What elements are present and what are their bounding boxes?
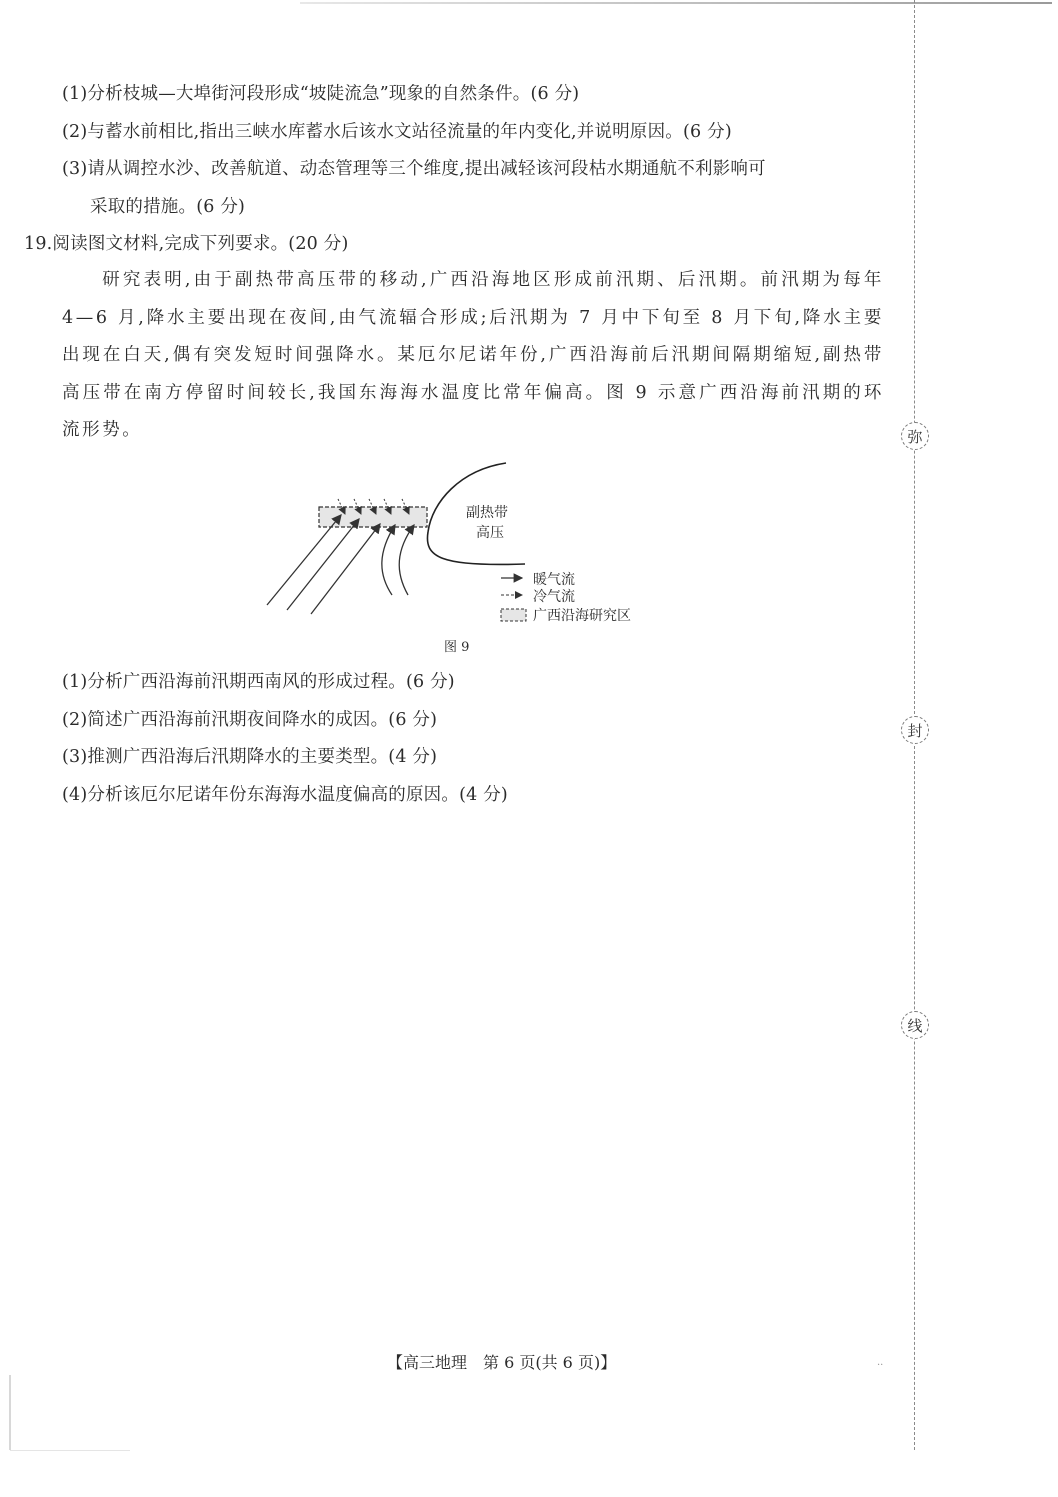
top-scan-edge (300, 2, 1052, 4)
q19-passage: 研究表明,由于副热带高压带的移动,广西沿海地区形成前汛期、后汛期。前汛期为每年 4—6 月,降水主要出现在夜间,由气流辐合形成;后汛期为 7 月中下旬至 8 月下旬,降水主要出现在白天,偶有突发短时间强降水。某厄尔尼诺年份,广西沿海前后汛期间隔期缩短,副热带高压带在南方停留时间较长,我国东海海水温度比常年偏高。图 9 示意广西沿海前汛期的环流形势。 (62, 270, 884, 440)
q19-sub-2: (2)简述广西沿海前汛期夜间降水的成因。(6 分) (62, 710, 438, 730)
q19-sub-1: (1)分析广西沿海前汛期西南风的形成过程。(6 分) (62, 672, 455, 692)
warm-flow-curved-arrow (399, 525, 414, 595)
prev-question-1: (1)分析枝城—大埠街河段形成“坡陡流急”现象的自然条件。(6 分) (62, 84, 580, 104)
seal-feng: 封 (901, 716, 929, 744)
study-area-box (319, 507, 427, 527)
seal-xian: 线 (901, 1011, 929, 1039)
circulation-diagram-svg (250, 452, 670, 662)
prev-question-2: (2)与蓄水前相比,指出三峡水库蓄水后该水文站径流量的年内变化,并说明原因。(6 分) (62, 122, 732, 142)
legend-cold-label: 冷气流 (533, 589, 575, 605)
scan-speck: ·· (877, 1360, 884, 1371)
q19-sub-3: (3)推测广西沿海后汛期降水的主要类型。(4 分) (62, 747, 438, 767)
warm-flow-curved-arrow (382, 525, 395, 595)
q19-title: 19.阅读图文材料,完成下列要求。(20 分) (24, 234, 349, 254)
legend-warm-label: 暖气流 (533, 572, 575, 588)
high-pressure-label-line1: 副热带 (466, 505, 508, 521)
prev-question-3-cont: 采取的措施。(6 分) (90, 197, 246, 217)
warm-flow-arrow (267, 515, 341, 605)
figure-9-circulation-diagram (250, 452, 670, 662)
bottom-scan-edge (10, 1450, 130, 1451)
legend-area-label: 广西沿海研究区 (533, 608, 631, 624)
legend-area-symbol (501, 609, 526, 621)
high-pressure-label-line2: 高压 (476, 525, 504, 541)
q19-sub-4: (4)分析该厄尔尼诺年份东海海水温度偏高的原因。(4 分) (62, 785, 508, 805)
warm-flow-arrow (311, 524, 380, 614)
prev-question-3: (3)请从调控水沙、改善航道、动态管理等三个维度,提出减轻该河段枯水期通航不利影响可 (62, 159, 766, 179)
left-scan-edge (9, 1375, 11, 1450)
seal-mi: 弥 (901, 422, 929, 450)
page-footer: 【高三地理 第 6 页(共 6 页)】 (387, 1353, 617, 1372)
figure-caption: 图 9 (444, 640, 470, 655)
